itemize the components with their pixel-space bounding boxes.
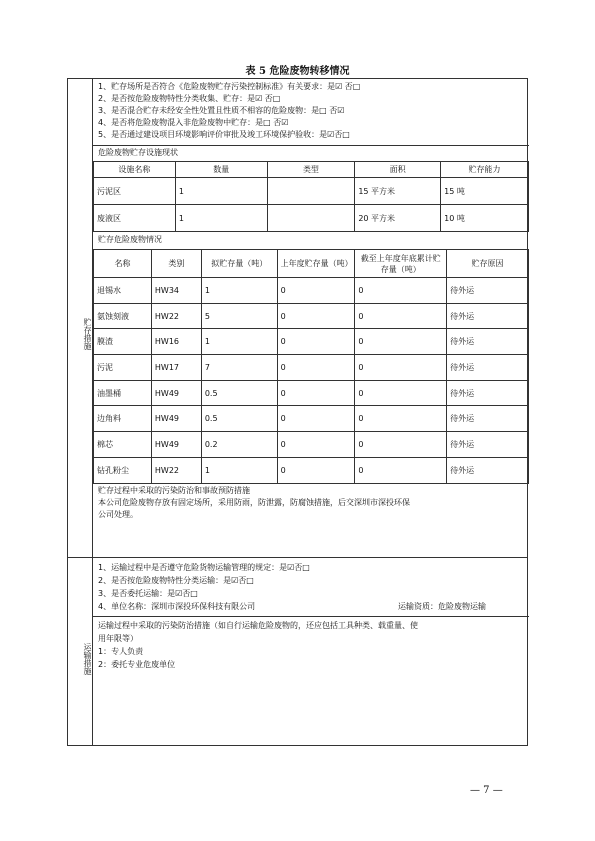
facility-header: 面积	[355, 162, 441, 178]
waste-cell: 边角料	[94, 406, 152, 432]
waste-cell: 污泥	[94, 355, 152, 381]
transport-item-2: 2、是否按危险废物特性分类运输：是☑否□	[98, 576, 254, 585]
waste-cell: HW34	[151, 278, 201, 304]
waste-cell: 0.5	[201, 406, 277, 432]
form-frame	[67, 78, 528, 746]
requirement-1: 1、贮存场所是否符合《危险废物贮存污染控制标准》有关要求：是☑ 否□	[98, 82, 361, 91]
waste-cell: 0	[277, 380, 355, 406]
waste-cell: 氨蚀刻液	[94, 303, 152, 329]
waste-cell: 棉芯	[94, 432, 152, 458]
waste-header: 类别	[151, 250, 201, 278]
waste-row	[94, 432, 529, 458]
facility-cell: 废液区	[94, 205, 176, 232]
waste-header: 上年度贮存量（吨）	[277, 250, 355, 278]
waste-cell: 0	[355, 406, 447, 432]
transport-measures-heading: 用年限等）	[98, 634, 138, 643]
waste-header: 截至上年度年底累计贮存量（吨）	[355, 250, 447, 278]
waste-cell: 待外运	[447, 380, 529, 406]
transport-side-label: 运输措施	[83, 643, 92, 675]
waste-cell: 0.2	[201, 432, 277, 458]
facility-cell: 15 吨	[441, 178, 529, 205]
waste-cell: HW22	[151, 457, 201, 483]
transport-measure-1: 1：专人负责	[98, 647, 144, 656]
transport-unit: 4、单位名称：深圳市深投环保科技有限公司	[98, 602, 256, 611]
facility-header: 设施名称	[94, 162, 176, 178]
waste-cell: HW22	[151, 303, 201, 329]
facility-cell: 20 平方米	[355, 205, 441, 232]
waste-cell: 0	[277, 329, 355, 355]
waste-row	[94, 303, 529, 329]
waste-cell: 5	[201, 303, 277, 329]
transport-measure-2: 2：委托专业危废单位	[98, 660, 176, 669]
table-title: 表 5 危险废物转移情况	[245, 66, 350, 77]
waste-cell: 0	[277, 278, 355, 304]
waste-cell: HW49	[151, 432, 201, 458]
facility-header: 贮存能力	[441, 162, 529, 178]
facility-cell: 1	[175, 205, 267, 232]
waste-row	[94, 457, 529, 483]
waste-cell: 0	[277, 355, 355, 381]
facility-cell: 污泥区	[94, 178, 176, 205]
waste-cell: 待外运	[447, 406, 529, 432]
waste-header: 名称	[94, 250, 152, 278]
facility-cell	[267, 205, 355, 232]
waste-cell: 待外运	[447, 457, 529, 483]
waste-cell: 待外运	[447, 432, 529, 458]
waste-header-row	[94, 250, 529, 278]
section-divider	[68, 557, 527, 558]
waste-cell: 钻孔粉尘	[94, 457, 152, 483]
waste-cell: HW49	[151, 380, 201, 406]
facility-cell: 1	[175, 178, 267, 205]
requirement-4: 4、是否将危险废物混入非危险废物中贮存：是□ 否☑	[98, 118, 289, 127]
waste-cell: 油墨桶	[94, 380, 152, 406]
waste-cell: 0	[355, 355, 447, 381]
waste-cell: 0	[355, 457, 447, 483]
facility-header: 类型	[267, 162, 355, 178]
waste-cell: 0.5	[201, 380, 277, 406]
waste-cell: 1	[201, 278, 277, 304]
waste-cell: 0	[277, 303, 355, 329]
waste-row	[94, 406, 529, 432]
waste-cell: 0	[355, 432, 447, 458]
transport-item-1: 1、运输过程中是否遵守危险货物运输管理的规定：是☑否□	[98, 563, 310, 572]
waste-cell: 膜渣	[94, 329, 152, 355]
transport-qualification: 运输资质：危险废物运输	[398, 602, 486, 611]
waste-row	[94, 355, 529, 381]
requirement-2: 2、是否按危险废物特性分类收集、贮存：是☑ 否□	[98, 94, 281, 103]
storage-measures-heading: 贮存过程中采取的污染防治和事故预防措施	[98, 486, 250, 495]
waste-cell: 退锡水	[94, 278, 152, 304]
waste-cell: 0	[277, 432, 355, 458]
waste-cell: 1	[201, 329, 277, 355]
waste-cell: 0	[355, 329, 447, 355]
page-number: — 7 —	[470, 785, 503, 796]
waste-heading: 贮存危险废物情况	[98, 235, 162, 244]
facility-header-row	[94, 162, 529, 178]
storage-side-label: 贮存措施	[83, 318, 92, 350]
waste-cell: HW17	[151, 355, 201, 381]
waste-row	[94, 329, 529, 355]
waste-cell: HW16	[151, 329, 201, 355]
storage-measures-text: 本公司危险废物存放有固定场所，采用防雨，防泄露，防腐蚀措施，后交深圳市深投环保	[98, 498, 410, 507]
waste-cell: 0	[277, 457, 355, 483]
waste-cell: 待外运	[447, 278, 529, 304]
waste-cell: 0	[355, 278, 447, 304]
waste-row	[94, 278, 529, 304]
waste-header: 贮存原因	[447, 250, 529, 278]
transport-measures-heading: 运输过程中采取的污染防治措施（如自行运输危险废物的，还应包括工具种类、载重量、使	[98, 621, 418, 630]
waste-cell: 0	[355, 380, 447, 406]
waste-cell: 待外运	[447, 329, 529, 355]
facility-cell: 10 吨	[441, 205, 529, 232]
facility-cell: 15 平方米	[355, 178, 441, 205]
facility-header: 数量	[175, 162, 267, 178]
facility-table	[93, 161, 529, 232]
waste-row	[94, 380, 529, 406]
waste-cell: 0	[355, 303, 447, 329]
waste-header: 拟贮存量（吨）	[201, 250, 277, 278]
facility-cell	[267, 178, 355, 205]
waste-cell: 1	[201, 457, 277, 483]
requirement-3: 3、是否混合贮存未经安全性处置且性质不相容的危险废物：是□ 否☑	[98, 106, 345, 115]
facility-row	[94, 178, 529, 205]
waste-cell: 待外运	[447, 355, 529, 381]
requirement-5: 5、是否通过建设项目环境影响评价审批及竣工环境保护验收：是☑否□	[98, 130, 350, 139]
storage-measures-text: 公司处理。	[98, 510, 138, 519]
waste-table	[93, 249, 529, 484]
waste-cell: HW49	[151, 406, 201, 432]
waste-cell: 待外运	[447, 303, 529, 329]
transport-item-3: 3、是否委托运输：是☑否□	[98, 589, 198, 598]
waste-cell: 7	[201, 355, 277, 381]
facility-row	[94, 205, 529, 232]
facility-heading: 危险废物贮存设施现状	[98, 148, 178, 157]
waste-cell: 0	[277, 406, 355, 432]
